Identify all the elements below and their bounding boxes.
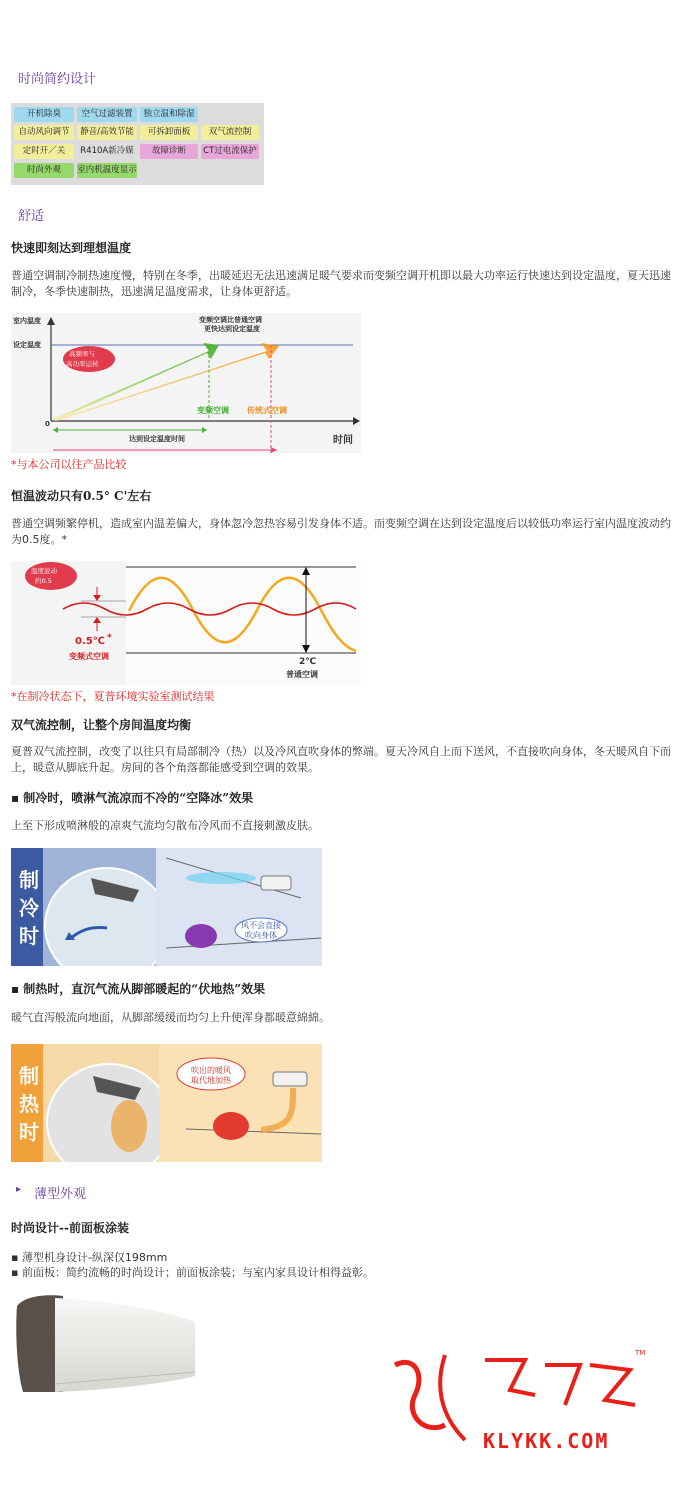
inverter-label: 变频空调: [197, 406, 229, 415]
normal-ac-label: 普通空调: [286, 670, 318, 679]
watermark-logo: [385, 1345, 660, 1455]
feature-tag: 定时开／关: [14, 144, 74, 159]
bubble-text: 温度波动: [31, 567, 57, 575]
footnote-1: *与本公司以往产品比较: [11, 458, 127, 471]
top-note: 变频空调比普通空调: [199, 316, 262, 324]
watermark-tm: TM: [635, 1349, 646, 1357]
small-fluctuation-star: *: [107, 633, 112, 643]
cooling-title-char: 时: [19, 924, 39, 948]
x-axis-label: 时间: [333, 435, 353, 446]
feature-tag: 室内机温度显示: [77, 163, 137, 178]
feature-tag: 静音/高效节能: [77, 125, 137, 140]
feature-tag: 空气过滤装置: [77, 107, 137, 122]
set-temp-label: 设定温度: [13, 341, 41, 349]
traditional-label: 传统式空调: [247, 406, 287, 415]
heating-title: [17, 1062, 41, 1146]
bubble-text: 高频率与: [69, 350, 95, 358]
feature-tag: R410A新冷媒: [80, 146, 134, 156]
cooling-title: [17, 866, 41, 950]
heating-bubble-text: 吹出的暖风: [191, 1066, 231, 1075]
bullet-depth: ▪ 薄型机身设计-纵深仅198mm: [11, 1251, 168, 1264]
feature-tag: 时尚外观: [14, 163, 74, 178]
heading-dual-airflow: 双气流控制，让整个房间温度均衡: [11, 718, 192, 732]
heating-title-char: 热: [19, 1092, 39, 1116]
footnote-2: *在制冷状态下，夏普环境实验室测试结果: [11, 690, 215, 703]
feature-tag: 开机除臭: [14, 107, 74, 122]
section-title-slim: 薄型外观: [34, 1187, 87, 1202]
feature-tag: 双气流控制: [201, 125, 259, 140]
subheading-heating: ▪ 制热时，直沉气流从脚部暖起的“伏地热”效果: [11, 982, 266, 996]
span-label: 达到设定温度时间: [129, 435, 185, 443]
temperature-fluctuation-diagram: [11, 561, 361, 685]
subheading-cooling: ▪ 制冷时，喷淋气流凉而不冷的“空降冰”效果: [11, 791, 254, 805]
paragraph-fast-temp: 普通空调制冷制热速度慢，特别在冬季，出暖延迟无法迅速满足暖气要求而变频空调开机即以最大功率运行快速达到设定温度，夏天迅速制冷，冬季快速制热，迅速满足温度需求，让身体更舒适。: [11, 269, 671, 298]
cooling-illustration: [11, 848, 322, 966]
feature-tag: 故障诊断: [140, 144, 198, 159]
paragraph-heating: 暖气直泻般流向地面，从脚部缓缓而均匀上升使浑身都暖意綿綿。: [11, 1011, 330, 1024]
feature-grid: [11, 103, 264, 185]
section-title-comfort: 舒适: [18, 209, 45, 224]
paragraph-dual-airflow: 夏普双气流控制，改变了以往只有局部制冷（热）以及冷风直吹身体的弊端。夏天冷风自上而下送风，不直接吹向身体，冬天暖风自下而上，暖意从脚底升起。房间的各个角落都能感受到空调的效果。: [11, 745, 671, 774]
bubble-text: 高功率运转: [66, 360, 99, 368]
feature-tag: 独立温和除湿: [140, 107, 198, 122]
heating-title-char: 时: [19, 1120, 39, 1144]
small-fluctuation-value: 0.5℃: [75, 636, 105, 647]
section-arrow-icon: ▸: [16, 1184, 22, 1195]
paragraph-constant-temp: 普通空调频繁停机，造成室内温差偏大，身体忽冷忽热容易引发身体不适。而变频空调在达到设定温度后以较低功率运行室内温度波动约为0.5度。*: [11, 517, 671, 546]
bullet-front-panel: ▪ 前面板：简约流畅的时尚设计；前面板涂装；与室内家具设计相得益彰。: [11, 1266, 374, 1279]
heading-fast-temp: 快速即刻达到理想温度: [11, 241, 132, 255]
heating-illustration: [11, 1044, 322, 1162]
cooling-title-char: 制: [19, 868, 39, 892]
feature-tag: 可拆卸面板: [140, 125, 198, 140]
bubble-text: 约0.5: [35, 577, 52, 585]
cooling-bubble-text: 吹向身体: [245, 931, 277, 940]
large-fluctuation-value: 2℃: [299, 657, 317, 667]
watermark-domain: KLYKK.COM: [483, 1429, 610, 1453]
inverter-ac-label: 变频式空调: [69, 652, 109, 661]
top-note: 更快达到设定温度: [204, 325, 260, 333]
paragraph-cooling: 上至下形成喷淋般的凉爽气流均匀散布冷风而不直接刺激皮肤。: [11, 819, 319, 832]
heading-constant-temp: 恒温波动只有0.5° C'左右: [11, 489, 152, 503]
origin-label: 0: [45, 420, 50, 428]
temperature-speed-diagram: [11, 313, 361, 453]
heading-panel-design: 时尚设计--前面板涂装: [11, 1221, 129, 1235]
cooling-bubble-text: 风不会直接: [241, 921, 281, 930]
heating-bubble-text: 取代地加热: [191, 1076, 231, 1085]
air-conditioner-image: [15, 1292, 197, 1396]
heating-title-char: 制: [19, 1064, 39, 1088]
section-title-design: 时尚简约设计: [18, 72, 97, 87]
cooling-title-char: 冷: [19, 896, 39, 920]
y-axis-label: 室内温度: [13, 317, 41, 325]
feature-tag: CT过电流保护: [201, 144, 259, 159]
feature-tag: 自动风向调节: [14, 125, 74, 140]
